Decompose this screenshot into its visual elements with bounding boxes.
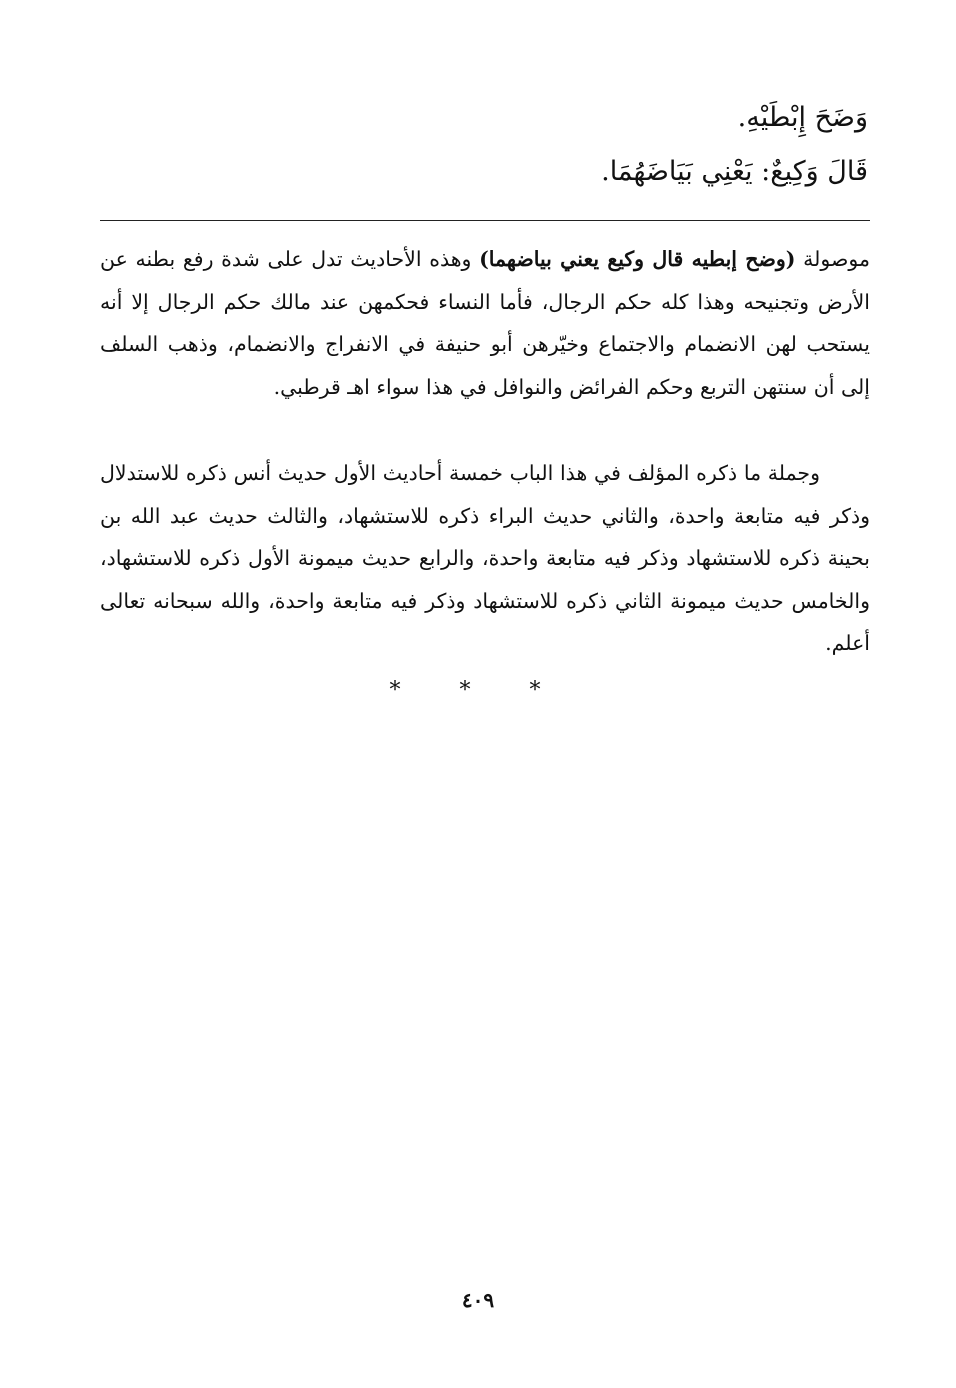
commentary-body: وهذه الأحاديث تدل على شدة رفع بطنه عن الأرض وتجنيحه وهذا كله حكم الرجال، فأما النساء فحكمهن عند مالك حكم الرجال إلا أنه يستحب لهن الانضمام والاجتماع وخيّرهن أبو حنيفة في الانفراج والانضمام، وذهب السلف إلى أن سنتهن التربع وحكم الفرائض والنوافل في هذا سواء اهـ قرطبي. bbox=[100, 247, 870, 399]
hadith-line-1: وَضَحَ إِبْطَيْهِ. bbox=[737, 102, 868, 133]
page-number: ٤٠٩ bbox=[461, 1288, 495, 1312]
hadith-line-2: قَالَ وَكِيعٌ: يَعْنِي بَيَاضَهُمَا. bbox=[601, 156, 868, 187]
commentary-quoted-phrase: (وضح إبطيه قال وكيع يعني بياضهما) bbox=[479, 247, 796, 271]
commentary-prefix: موصولة bbox=[795, 247, 870, 271]
section-separator: * * * bbox=[389, 678, 567, 703]
footnote-divider bbox=[100, 220, 870, 221]
commentary-paragraph-2: وجملة ما ذكره المؤلف في هذا الباب خمسة أحاديث الأول حديث أنس ذكره للاستدلال وذكر فيه متابعة واحدة، والثاني حديث البراء ذكره للاستشهاد، والثالث حديث عبد الله بن بحينة ذكره للاستشهاد وذكر فيه متابعة واحدة، والرابع حديث ميمونة الأول ذكره للاستشهاد، والخامس حديث ميمونة الثاني ذكره للاستشهاد وذكر فيه متابعة واحدة، والله سبحانه تعالى أعلم. bbox=[100, 461, 870, 655]
commentary-paragraph-1 bbox=[100, 238, 870, 408]
